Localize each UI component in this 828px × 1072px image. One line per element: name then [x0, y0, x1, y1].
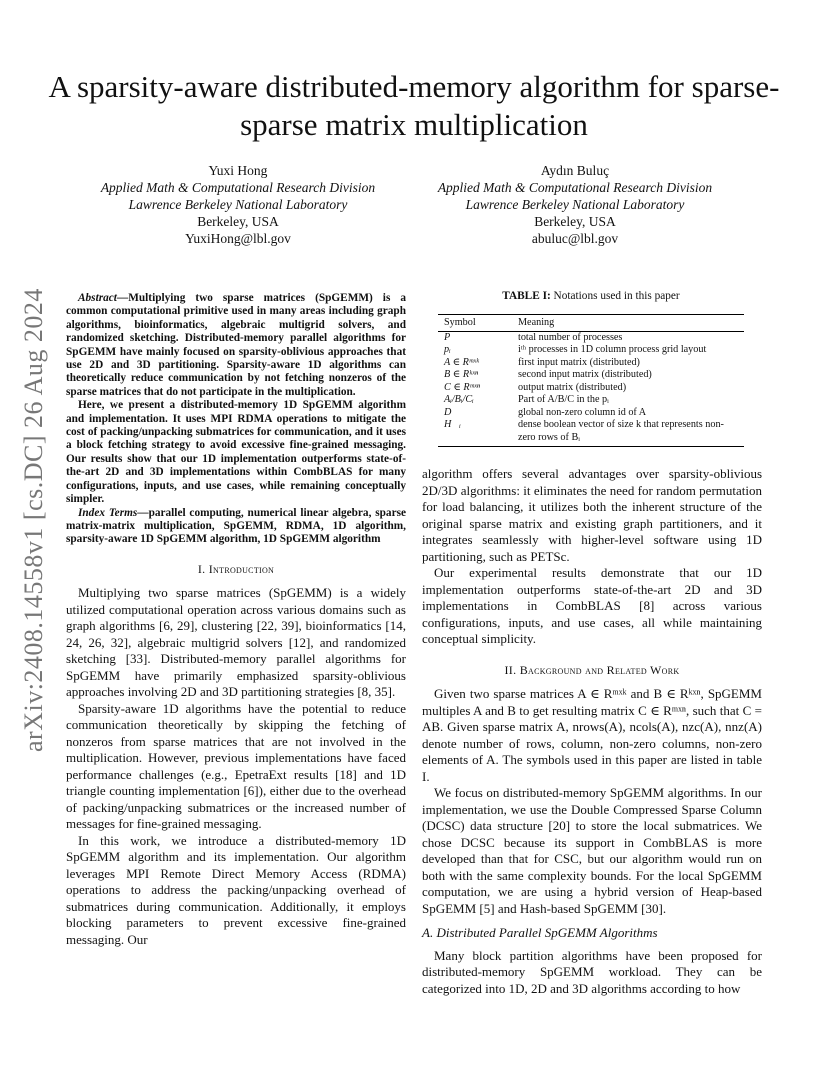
- table-cell-meaning: Part of A/B/C in the pᵢ: [518, 394, 609, 405]
- author-block-1: [73, 162, 403, 247]
- table-cell-meaning: output matrix (distributed): [518, 381, 627, 393]
- author-name: Aydın Buluç: [540, 163, 610, 178]
- table-row: [438, 382, 744, 395]
- table-row: [438, 344, 744, 357]
- table-cell-symbol: C ∈ Rᵐˣⁿ: [444, 381, 480, 393]
- table-caption-label: TABLE I:: [502, 290, 551, 302]
- table-row: [438, 331, 744, 344]
- author-name: Yuxi Hong: [208, 163, 268, 178]
- arxiv-identifier-stamp: arXiv:2408.14558v1 [cs.DC] 26 Aug 2024: [19, 288, 48, 753]
- abstract-label: Abstract: [78, 292, 117, 304]
- intro-paragraph-1: Multiplying two sparse matrices (SpGEMM) is a widely utilized computational operation across various domains such as graph algorithms [6, 29], clustering [22, 39], bioinformatics [14, 24, 26, 32], algebraic multigrid solvers [12], and randomized sketching [33]. Distributed-memory parallel algorithms for SpGEMM have primarily emphasized sparsity-oblivious approaches involving 2D and 3D partitioning strategies [8, 35].: [66, 585, 406, 700]
- table-cell-symbol: D⃗: [444, 406, 460, 418]
- table-cell-meaning: total number of processes: [518, 331, 623, 343]
- table-cell-meaning: global non-zero column id of A: [518, 406, 647, 418]
- right-column: [422, 466, 762, 997]
- table-caption: [438, 290, 744, 302]
- author-affiliation-lab: Lawrence Berkeley National Laboratory: [128, 197, 348, 212]
- index-terms-label: Index Terms: [78, 506, 138, 519]
- abstract-paragraph-1: [66, 292, 406, 399]
- right-paragraph-2: Our experimental results demonstrate that our 1D implementation outperforms state-of-the-art 2D and 3D implementations in CombBLAS [8] across various configurations, inputs, and use cases, all while maintaining conceptual simplicity.: [422, 565, 762, 646]
- index-terms: [66, 507, 406, 547]
- author-email: YuxiHong@lbl.gov: [185, 231, 291, 246]
- abstract-text: —Multiplying two sparse matrices (SpGEMM) is a common computational primitive used in many areas including graph algorithms, bioinformatics, algebraic multigrid solvers, and randomized sketching. Distributed-memory parallel algorithms for SpGEMM have mainly focused on sparsity-oblivious approaches that use 2D and 3D partitioning. Sparsity-aware 1D algorithms can theoretically reduce communication by not fetching nonzeros of the sparse matrices that do not participate in the multiplication.: [66, 292, 406, 398]
- table-cell-symbol: B ∈ Rᵏˣⁿ: [444, 369, 479, 380]
- author-location: Berkeley, USA: [197, 214, 279, 229]
- author-affiliation-lab: Lawrence Berkeley National Laboratory: [465, 197, 685, 212]
- author-email: abuluc@lbl.gov: [531, 231, 619, 246]
- table-cell-meaning: dense boolean vector of size k that represents non-zero rows of Bᵢ: [512, 419, 744, 447]
- table-cell-symbol: H⃗ᵢ: [438, 419, 512, 447]
- abstract-paragraph-2: Here, we present a distributed-memory 1D SpGEMM algorithm and implementation. It uses MPI RDMA operations to mitigate the cost of packing/unpacking submatrices for communication, and it uses a block fetching strategy to avoid excessive fine-grained messaging. Our results show that our 1D implementation outperforms state-of-the-art 2D and 3D implementations within CombBLAS for many configurations, inputs, and use cases, while remaining conceptually simpler.: [66, 399, 406, 506]
- author-block-2: [410, 162, 740, 247]
- author-location: Berkeley, USA: [534, 214, 616, 229]
- table-row: [438, 369, 744, 382]
- table-cell-meaning: second input matrix (distributed): [518, 369, 652, 380]
- subsection-paragraph-1: Many block partition algorithms have been proposed for distributed-memory SpGEMM workload. They can be categorized into 1D, 2D and 3D algorithms according to how: [422, 947, 762, 996]
- background-paragraph-2: We focus on distributed-memory SpGEMM algorithms. In our implementation, we use the Double Compressed Sparse Column (DCSC) data structure [20] to store the local submatrices. We chose DCSC because its support in CombBLAS is more developed than that for CSC, but our algorithm would run on both with the same complexity bounds. For the local SpGEMM computation, we are using a hybrid version of Heap-based SpGEMM [5] and Hash-based SpGEMM [30].: [422, 785, 762, 916]
- index-terms-text: —parallel computing, numerical linear algebra, sparse matrix-matrix multiplication, SpGEMM, RDMA, 1D algorithm, sparsity-aware 1D SpGEMM algorithm, 1D SpGEMM algorithm: [66, 506, 406, 546]
- intro-paragraph-2: Sparsity-aware 1D algorithms have the potential to reduce communication theoretically by skipping the fetching of nonzeros from sparse matrices that are not involved in the multiplication. However, previous implementations have faced performance challenges (e.g., EpetraExt results [18] and 1D triangle counting implementation [6]), either due to the overhead of packing/unpacking submatrices or the increased number of messages for fine-grained messaging.: [66, 700, 406, 832]
- table-cell-symbol: Aᵢ/Bᵢ/Cᵢ: [444, 394, 474, 405]
- table-cell-meaning: iᵗʰ processes in 1D column process grid layout: [518, 344, 707, 355]
- table-cell-symbol: pᵢ: [444, 344, 451, 355]
- table-cell-meaning: first input matrix (distributed): [518, 356, 640, 368]
- paper-title: A sparsity-aware distributed-memory algorithm for sparse-sparse matrix multiplication: [48, 69, 780, 142]
- section-heading-background: II. Background and Related Work: [504, 662, 680, 677]
- right-paragraph-1: algorithm offers several advantages over sparsity-oblivious 2D/3D algorithms: it eliminates the need for random permutation for load balancing, it utilizes both the inherent structure of the original sparse matrix and existing graph partitioners, and it integrates seamlessly with higher-level software using 1D partitioning, such as PETSc.: [422, 466, 762, 564]
- notation-table: [438, 314, 744, 447]
- author-affiliation-division: Applied Math & Computational Research Division: [100, 180, 376, 195]
- author-affiliation-division: Applied Math & Computational Research Division: [437, 180, 713, 195]
- intro-paragraph-3: In this work, we introduce a distributed-memory 1D SpGEMM algorithm and its implementation. Our algorithm leverages MPI Remote Direct Memory Access (RDMA) operations to address the packing/unpacking overhead of submatrices during communication. Additionally, it employs blocking parameters to prevent excessive fine-grained messaging. Our: [66, 832, 406, 947]
- section-heading-introduction: I. Introduction: [197, 561, 275, 576]
- table-cell-symbol: A ∈ Rᵐˣᵏ: [444, 356, 479, 368]
- table-header-meaning: Meaning: [512, 315, 744, 332]
- table-header-symbol: Symbol: [438, 315, 512, 332]
- left-column: [66, 292, 406, 948]
- table-caption-text: Notations used in this paper: [550, 290, 680, 302]
- table-header-row: [438, 315, 744, 332]
- table-row: [438, 407, 744, 420]
- background-paragraph-1: Given two sparse matrices A ∈ Rᵐˣᵏ and B ∈ Rᵏˣⁿ, SpGEMM multiples A and B to get resulting matrix C ∈ Rᵐˣⁿ, such that C = AB. Given sparse matrix A, nrows(A), ncols(A), nzc(A), nnz(A) denote number of rows, column, non-zero columns, non-zero elements of A. The symbols used in this paper are listed in table I.: [422, 686, 762, 784]
- table-row: [438, 394, 744, 407]
- subsection-heading: A. Distributed Parallel SpGEMM Algorithms: [422, 925, 658, 940]
- table-row: [438, 419, 744, 447]
- table-row: [438, 357, 744, 370]
- table-cell-symbol: P: [444, 331, 451, 343]
